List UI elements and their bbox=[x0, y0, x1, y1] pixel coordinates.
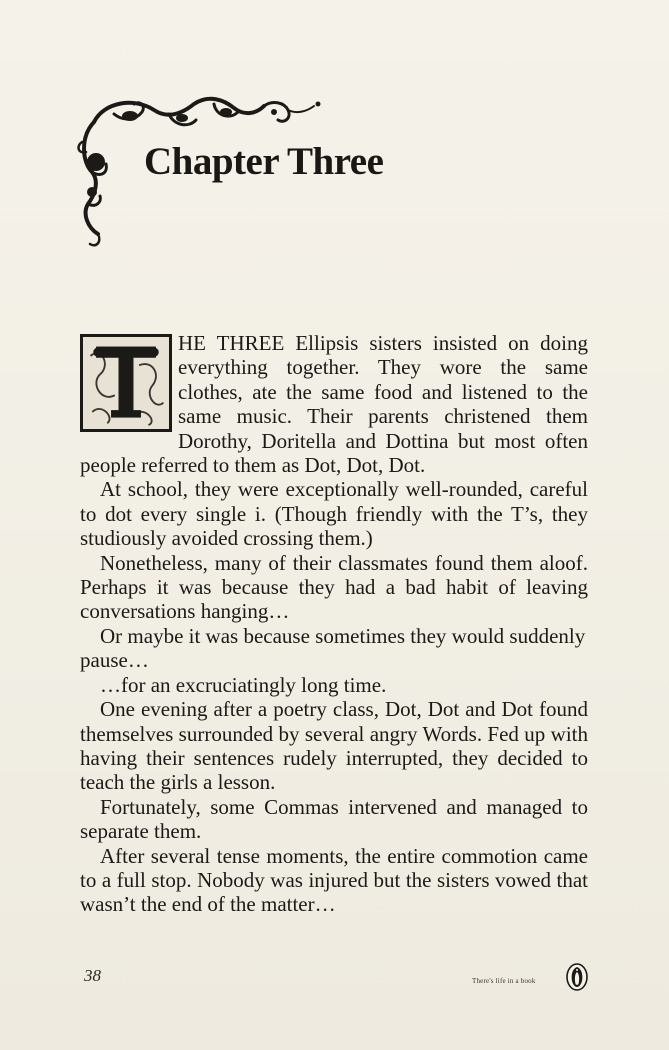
chapter-body bbox=[80, 331, 588, 917]
paragraph-6: One evening after a poetry class, Dot, Dot and Dot found themselves surrounded by several angry Words. Fed up with having their sentences rudely interrupted, they decided to teach the girls a lesson. bbox=[80, 697, 588, 795]
paragraph-3: Nonetheless, many of their classmates found them aloof. Perhaps it was because they had a bad habit of leaving conversations hanging… bbox=[80, 550, 588, 624]
paragraph-4: Or maybe it was because sometimes they would suddenly pause… bbox=[80, 623, 586, 673]
paragraph-7: Fortunately, some Commas intervened and managed to separate them. bbox=[80, 794, 588, 844]
paragraph-1 bbox=[80, 331, 588, 477]
dropcap bbox=[80, 334, 172, 432]
paragraph-8: After several tense moments, the entire commotion came to a full stop. Nobody was injured but the sisters vowed that wasn’t the end of the matter… bbox=[80, 843, 588, 917]
paragraph-2: At school, they were exceptionally well-rounded, careful to dot every single i. (Though friendly with the T’s, they studiously avoided crossing them.) bbox=[80, 477, 588, 551]
footer-tagline: There's life in a book bbox=[472, 977, 536, 985]
page-number: 38 bbox=[84, 966, 101, 985]
chapter-title: Chapter Three bbox=[144, 140, 384, 183]
paragraph-5: …for an excruciatingly long time. bbox=[100, 672, 387, 697]
paragraph-text: HE THREE Ellipsis sisters insisted on doing everything together. They wore the same clothes, ate the same food and listened to the same music. Their parents christened them Dorothy, Doritella and Dottina but most often people referred to them as Dot, Dot, Dot. bbox=[80, 331, 588, 478]
penguin-logo-icon bbox=[566, 963, 588, 991]
dropcap-letter-glyph bbox=[83, 337, 169, 429]
